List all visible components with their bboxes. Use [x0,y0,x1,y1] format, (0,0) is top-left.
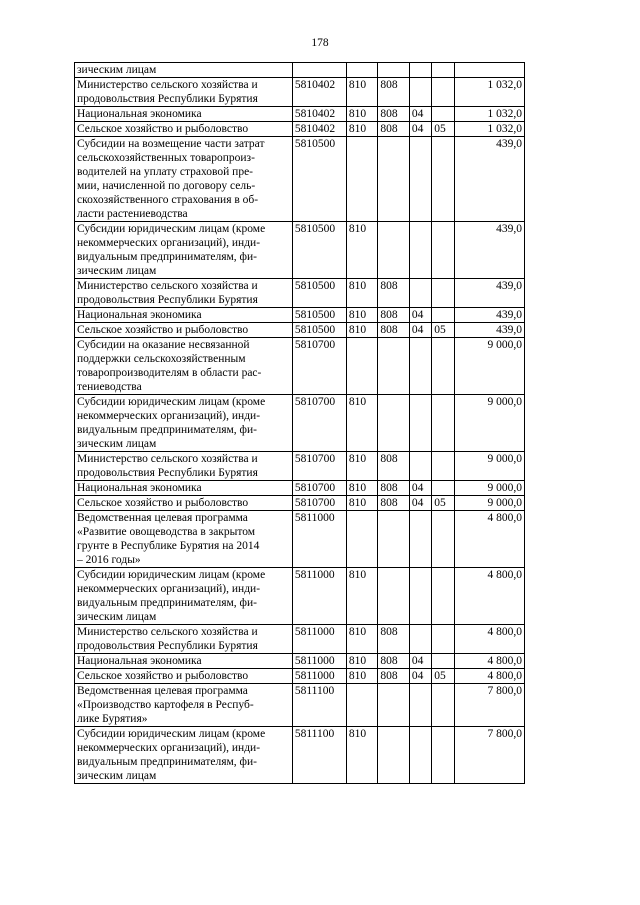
item-name-cell [75,568,293,625]
subsection-cell [432,654,454,669]
section-cell: 04 [409,669,431,684]
item-name-line: скохозяйственного страхования в об- [77,194,259,206]
item-name-line: Субсидии юридическим лицам (кроме [77,569,266,581]
amount-cell: 1 032,0 [454,122,524,137]
amount-cell: 9 000,0 [454,395,524,452]
ministry-code-cell: 808 [378,323,410,338]
item-name-line: некоммерческих организаций), инди- [77,583,261,595]
item-name-line: мии, начисленной по договору сель- [77,180,256,192]
section-cell [409,338,431,395]
item-name-cell [75,137,293,222]
item-name-line: зическим лицам [77,265,157,277]
expense-type-cell: 810 [346,395,378,452]
item-name [77,323,290,337]
section-cell [409,568,431,625]
item-name-cell [75,654,293,669]
item-name-line: некоммерческих организаций), инди- [77,237,261,249]
subsection-cell [432,395,454,452]
subsection-cell: 05 [432,496,454,511]
expense-type-cell [346,684,378,727]
item-name-line: зическим лицам [77,438,157,450]
item-name [77,78,290,106]
target-article-cell: 5810402 [292,107,346,122]
section-cell [409,279,431,308]
item-name-line: продовольствия Республики Бурятия [77,640,258,652]
amount-cell: 4 800,0 [454,568,524,625]
target-article-cell: 5811100 [292,684,346,727]
target-article-cell: 5810500 [292,137,346,222]
section-cell: 04 [409,496,431,511]
item-name-cell [75,625,293,654]
ministry-code-cell: 808 [378,654,410,669]
table-row [75,122,525,137]
amount-cell: 439,0 [454,137,524,222]
target-article-cell: 5810700 [292,395,346,452]
target-article-cell: 5811000 [292,625,346,654]
table-row [75,222,525,279]
item-name [77,654,290,668]
section-cell [409,63,431,78]
target-article-cell: 5811000 [292,669,346,684]
item-name-line: Министерство сельского хозяйства и [77,280,258,292]
target-article-cell: 5810402 [292,78,346,107]
table-row [75,279,525,308]
ministry-code-cell [378,727,410,784]
target-article-cell: 5810500 [292,222,346,279]
item-name-line: ласти растениеводства [77,208,188,220]
subsection-cell [432,481,454,496]
table-row [75,338,525,395]
amount-cell: 4 800,0 [454,654,524,669]
ministry-code-cell [378,511,410,568]
section-cell: 04 [409,481,431,496]
item-name [77,122,290,136]
item-name-cell [75,511,293,568]
subsection-cell: 05 [432,323,454,338]
budget-table [74,62,525,784]
expense-type-cell: 810 [346,669,378,684]
budget-table-body [75,63,525,784]
subsection-cell [432,308,454,323]
item-name [77,452,290,480]
subsection-cell: 05 [432,122,454,137]
ministry-code-cell: 808 [378,78,410,107]
item-name-cell [75,63,293,78]
item-name-line: сельскохозяйственных товаропроиз- [77,152,255,164]
subsection-cell [432,63,454,78]
amount-cell: 439,0 [454,323,524,338]
table-row [75,568,525,625]
expense-type-cell: 810 [346,279,378,308]
table-row [75,395,525,452]
table-row [75,137,525,222]
item-name [77,137,290,221]
item-name-line: Ведомственная целевая программа [77,512,248,524]
ministry-code-cell [378,338,410,395]
item-name [77,279,290,307]
amount-cell: 7 800,0 [454,684,524,727]
amount-cell: 4 800,0 [454,625,524,654]
subsection-cell [432,625,454,654]
table-row [75,78,525,107]
item-name [77,107,290,121]
item-name-line: «Развитие овощеводства в закрытом [77,526,256,538]
amount-cell: 9 000,0 [454,338,524,395]
section-cell [409,684,431,727]
expense-type-cell: 810 [346,625,378,654]
expense-type-cell [346,338,378,395]
item-name-line: Министерство сельского хозяйства и [77,79,258,91]
table-row [75,308,525,323]
section-cell: 04 [409,654,431,669]
section-cell [409,452,431,481]
item-name [77,395,290,451]
item-name-line: грунте в Республике Бурятия на 2014 [77,540,260,552]
section-cell: 04 [409,308,431,323]
ministry-code-cell [378,222,410,279]
subsection-cell [432,727,454,784]
table-row [75,727,525,784]
amount-cell: 9 000,0 [454,496,524,511]
expense-type-cell: 810 [346,308,378,323]
item-name-line: видуальным предпринимателям, фи- [77,424,257,436]
ministry-code-cell: 808 [378,308,410,323]
ministry-code-cell: 808 [378,496,410,511]
subsection-cell [432,279,454,308]
amount-cell: 439,0 [454,222,524,279]
item-name-cell [75,496,293,511]
ministry-code-cell: 808 [378,669,410,684]
section-cell [409,137,431,222]
amount-cell: 1 032,0 [454,107,524,122]
item-name-cell [75,669,293,684]
item-name-line: Министерство сельского хозяйства и [77,626,258,638]
table-row [75,107,525,122]
amount-cell: 9 000,0 [454,481,524,496]
expense-type-cell: 810 [346,222,378,279]
table-row [75,684,525,727]
item-name [77,669,290,683]
item-name-cell [75,727,293,784]
expense-type-cell [346,63,378,78]
ministry-code-cell [378,684,410,727]
item-name-line: Сельское хозяйство и рыболовство [77,324,249,336]
ministry-code-cell [378,63,410,78]
expense-type-cell [346,511,378,568]
table-row [75,496,525,511]
section-cell: 04 [409,323,431,338]
item-name-line: видуальным предпринимателям, фи- [77,251,257,263]
amount-cell: 4 800,0 [454,511,524,568]
item-name-line: продовольствия Республики Бурятия [77,294,258,306]
section-cell [409,222,431,279]
subsection-cell [432,452,454,481]
table-row [75,669,525,684]
table-row [75,654,525,669]
item-name-line: тениеводства [77,381,142,393]
section-cell [409,395,431,452]
target-article-cell: 5811100 [292,727,346,784]
item-name-cell [75,323,293,338]
item-name [77,481,290,495]
subsection-cell [432,338,454,395]
item-name-cell [75,222,293,279]
target-article-cell: 5811000 [292,568,346,625]
expense-type-cell: 810 [346,568,378,625]
section-cell [409,511,431,568]
item-name-line: продовольствия Республики Бурятия [77,467,258,479]
item-name-line: Сельское хозяйство и рыболовство [77,670,249,682]
section-cell [409,727,431,784]
item-name [77,625,290,653]
item-name-line: Сельское хозяйство и рыболовство [77,497,249,509]
item-name-cell [75,279,293,308]
item-name-cell [75,107,293,122]
item-name-cell [75,308,293,323]
table-row [75,452,525,481]
target-article-cell: 5810700 [292,481,346,496]
target-article-cell: 5810700 [292,452,346,481]
item-name-line: зическим лицам [77,770,157,782]
expense-type-cell: 810 [346,107,378,122]
target-article-cell: 5811000 [292,654,346,669]
table-row [75,63,525,78]
target-article-cell: 5810500 [292,308,346,323]
amount-cell: 4 800,0 [454,669,524,684]
item-name [77,511,290,567]
item-name-cell [75,78,293,107]
target-article-cell: 5810700 [292,338,346,395]
section-cell [409,625,431,654]
item-name-cell [75,122,293,137]
expense-type-cell: 810 [346,122,378,137]
ministry-code-cell: 808 [378,452,410,481]
item-name [77,727,290,783]
subsection-cell [432,684,454,727]
ministry-code-cell: 808 [378,122,410,137]
amount-cell: 439,0 [454,279,524,308]
item-name-cell [75,452,293,481]
item-name-line: некоммерческих организаций), инди- [77,410,261,422]
item-name-line: Национальная экономика [77,309,202,321]
table-row [75,481,525,496]
item-name-line: Субсидии юридическим лицам (кроме [77,728,266,740]
item-name [77,63,290,77]
expense-type-cell: 810 [346,323,378,338]
item-name-line: Ведомственная целевая программа [77,685,248,697]
item-name-line: Сельское хозяйство и рыболовство [77,123,249,135]
item-name [77,568,290,624]
amount-cell: 7 800,0 [454,727,524,784]
expense-type-cell: 810 [346,727,378,784]
item-name [77,684,290,726]
ministry-code-cell: 808 [378,625,410,654]
expense-type-cell: 810 [346,496,378,511]
ministry-code-cell: 808 [378,107,410,122]
target-article-cell: 5811000 [292,511,346,568]
subsection-cell [432,511,454,568]
item-name [77,496,290,510]
item-name-line: Национальная экономика [77,655,202,667]
target-article-cell: 5810500 [292,323,346,338]
amount-cell: 439,0 [454,308,524,323]
item-name-line: поддержки сельскохозяйственным [77,353,246,365]
item-name-line: Национальная экономика [77,482,202,494]
subsection-cell: 05 [432,669,454,684]
table-row [75,511,525,568]
item-name-line: Субсидии юридическим лицам (кроме [77,223,266,235]
item-name-line: товаропроизводителям в области рас- [77,367,262,379]
item-name-line: зическим лицам [77,611,157,623]
item-name-line: водителей на уплату страховой пре- [77,166,254,178]
amount-cell: 9 000,0 [454,452,524,481]
ministry-code-cell [378,137,410,222]
item-name [77,308,290,322]
subsection-cell [432,568,454,625]
page-number: 178 [311,37,329,49]
amount-cell [454,63,524,78]
subsection-cell [432,107,454,122]
ministry-code-cell [378,568,410,625]
item-name-line: Субсидии на возмещение части затрат [77,138,265,150]
item-name-cell [75,481,293,496]
section-cell: 04 [409,122,431,137]
expense-type-cell: 810 [346,78,378,107]
item-name-cell [75,338,293,395]
item-name-cell [75,395,293,452]
target-article-cell [292,63,346,78]
ministry-code-cell: 808 [378,481,410,496]
section-cell [409,78,431,107]
item-name-line: «Производство картофеля в Респуб- [77,699,254,711]
item-name [77,338,290,394]
item-name-line: лике Бурятия» [77,713,148,725]
table-row [75,323,525,338]
table-row [75,625,525,654]
item-name-line: видуальным предпринимателям, фи- [77,597,257,609]
subsection-cell [432,137,454,222]
expense-type-cell: 810 [346,452,378,481]
item-name-line: Субсидии юридическим лицам (кроме [77,396,266,408]
item-name-line: зическим лицам [77,64,157,76]
item-name-line: Национальная экономика [77,108,202,120]
expense-type-cell: 810 [346,481,378,496]
item-name [77,222,290,278]
subsection-cell [432,222,454,279]
target-article-cell: 5810700 [292,496,346,511]
target-article-cell: 5810500 [292,279,346,308]
amount-cell: 1 032,0 [454,78,524,107]
item-name-line: некоммерческих организаций), инди- [77,742,261,754]
ministry-code-cell: 808 [378,279,410,308]
item-name-cell [75,684,293,727]
expense-type-cell: 810 [346,654,378,669]
expense-type-cell [346,137,378,222]
item-name-line: видуальным предпринимателям, фи- [77,756,257,768]
section-cell: 04 [409,107,431,122]
subsection-cell [432,78,454,107]
item-name-line: Министерство сельского хозяйства и [77,453,258,465]
target-article-cell: 5810402 [292,122,346,137]
item-name-line: – 2016 годы» [77,554,141,566]
item-name-line: продовольствия Республики Бурятия [77,93,258,105]
ministry-code-cell [378,395,410,452]
item-name-line: Субсидии на оказание несвязанной [77,339,250,351]
